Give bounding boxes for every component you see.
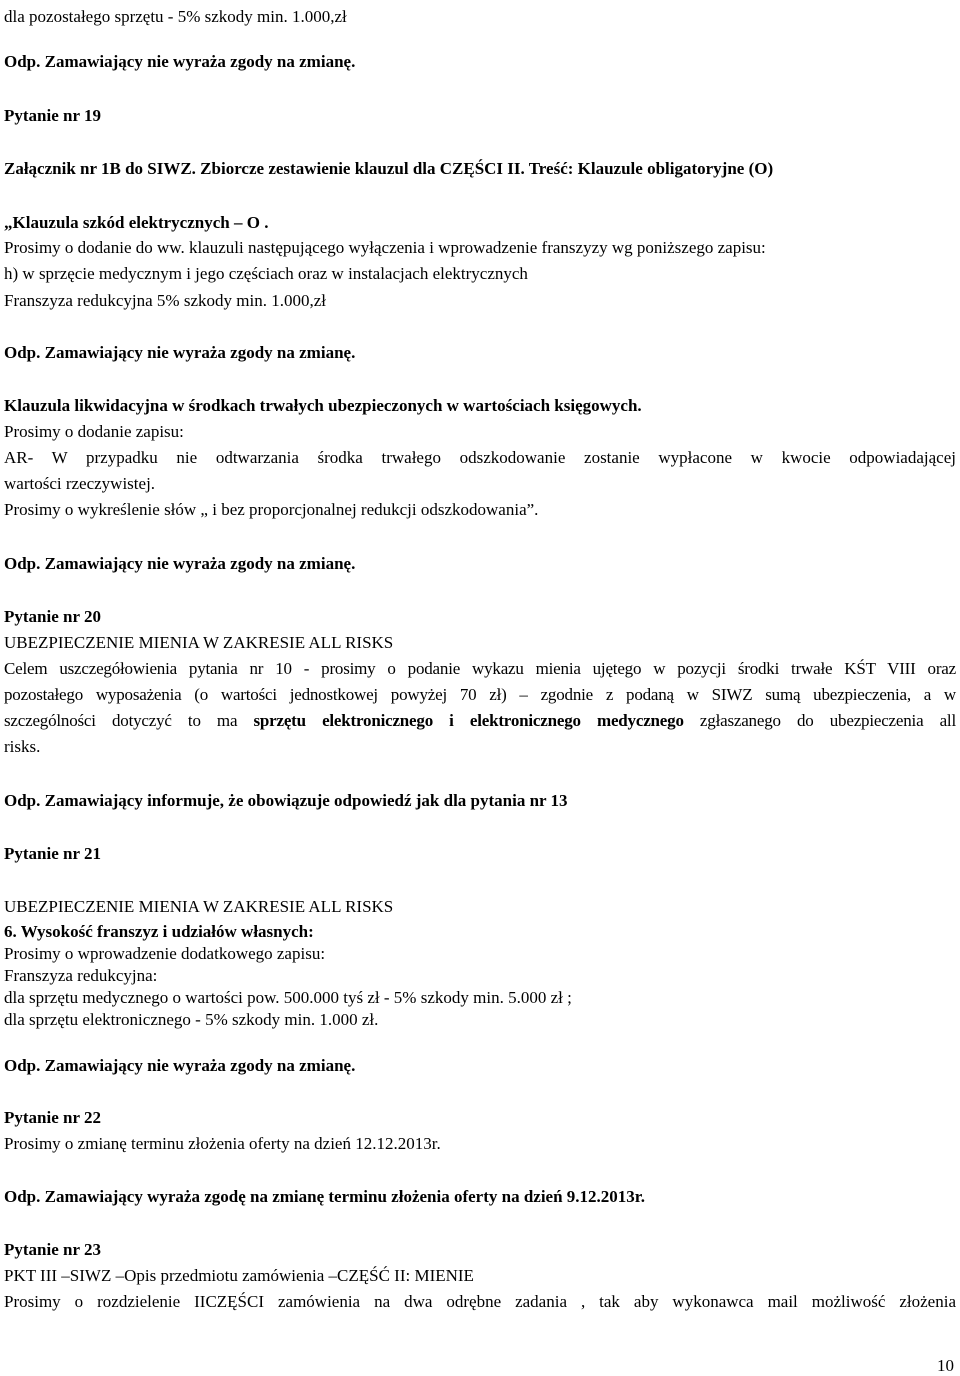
text-line: PKT III –SIWZ –Opis przedmiotu zamówienia –CZĘŚĆ II: MIENIE [4,1266,474,1285]
answer-line: Odp. Zamawiający nie wyraża zgody na zmianę. [4,52,356,71]
answer-line: Odp. Zamawiający nie wyraża zgody na zmianę. [4,554,356,573]
text-span: zgłaszanego do ubezpieczenia all [683,711,956,730]
text-line: Prosimy o dodanie do ww. klauzuli następującego wyłączenia i wprowadzenie franszyzy wg poniższego zapisu: [4,238,766,257]
question-heading: Pytanie nr 19 [4,106,101,125]
text-line: Prosimy o wprowadzenie dodatkowego zapisu: [4,944,326,963]
page-number: 10 [937,1356,954,1375]
text-line: h) w sprzęcie medycznym i jego częściach oraz w instalacjach elektrycznych [4,264,528,283]
text-line: risks. [4,737,41,756]
text-line: Prosimy o zmianę terminu złożenia oferty na dzień 12.12.2013r. [4,1134,441,1153]
section-heading: UBEZPIECZENIE MIENIA W ZAKRESIE ALL RISKS [4,897,394,916]
text-span: szczególności dotyczyć to ma [4,711,254,730]
bold-span: sprzętu elektronicznego i elektronicznego medycznego [253,711,684,730]
text-line: Prosimy o dodanie zapisu: [4,422,184,441]
text-line: dla sprzętu medycznego o wartości pow. 500.000 tyś zł - 5% szkody min. 5.000 zł ; [4,988,572,1007]
answer-line: Odp. Zamawiający nie wyraża zgody na zmianę. [4,343,356,362]
text-line: Franszyza redukcyjna: [4,966,158,985]
question-heading: Pytanie nr 23 [4,1240,101,1259]
answer-line: Odp. Zamawiający nie wyraża zgody na zmianę. [4,1056,356,1075]
section-heading: UBEZPIECZENIE MIENIA W ZAKRESIE ALL RISKS [4,633,394,652]
clause-title: Klauzula likwidacyjna w środkach trwałych ubezpieczonych w wartościach księgowych. [4,396,642,415]
text-line: AR- W przypadku nie odtwarzania środka trwałego odszkodowanie zostanie wypłacone w kwocie odpowiadającej [4,448,956,467]
question-heading: Pytanie nr 22 [4,1108,101,1127]
answer-line: Odp. Zamawiający wyraża zgodę na zmianę terminu złożenia oferty na dzień 9.12.2013r. [4,1187,646,1206]
text-line: Załącznik nr 1B do SIWZ. Zbiorcze zestawienie klauzul dla CZĘŚCI II. Treść: Klauzule obligatoryjne (O) [4,159,774,178]
question-heading: Pytanie nr 21 [4,844,101,863]
text-line: pozostałego wyposażenia (o wartości jednostkowej powyżej 70 zł) – zgodnie z podaną w SIWZ sumą ubezpieczenia, a w [4,685,956,704]
text-line: wartości rzeczywistej. [4,474,156,493]
text-line [4,710,956,732]
answer-line: Odp. Zamawiający informuje, że obowiązuje odpowiedź jak dla pytania nr 13 [4,791,568,810]
text-line: Prosimy o rozdzielenie IICZĘŚCI zamówienia na dwa odrębne zadania , tak aby wykonawca mail możliwość złożenia [4,1292,956,1311]
text-line: dla sprzętu elektronicznego - 5% szkody min. 1.000 zł. [4,1010,379,1029]
clause-title: „Klauzula szkód elektrycznych – O . [4,213,269,232]
text-line: Franszyza redukcyjna 5% szkody min. 1.000,zł [4,291,326,310]
text-line: Prosimy o wykreślenie słów „ i bez proporcjonalnej redukcji odszkodowania”. [4,500,539,519]
text-line: Celem uszczegółowienia pytania nr 10 - prosimy o podanie wykazu mienia ujętego w pozycji środki trwałe KŚT VIII oraz [4,659,956,678]
subsection-heading: 6. Wysokość franszyz i udziałów własnych: [4,922,314,941]
text-line: dla pozostałego sprzętu - 5% szkody min. 1.000,zł [4,7,347,26]
question-heading: Pytanie nr 20 [4,607,101,626]
